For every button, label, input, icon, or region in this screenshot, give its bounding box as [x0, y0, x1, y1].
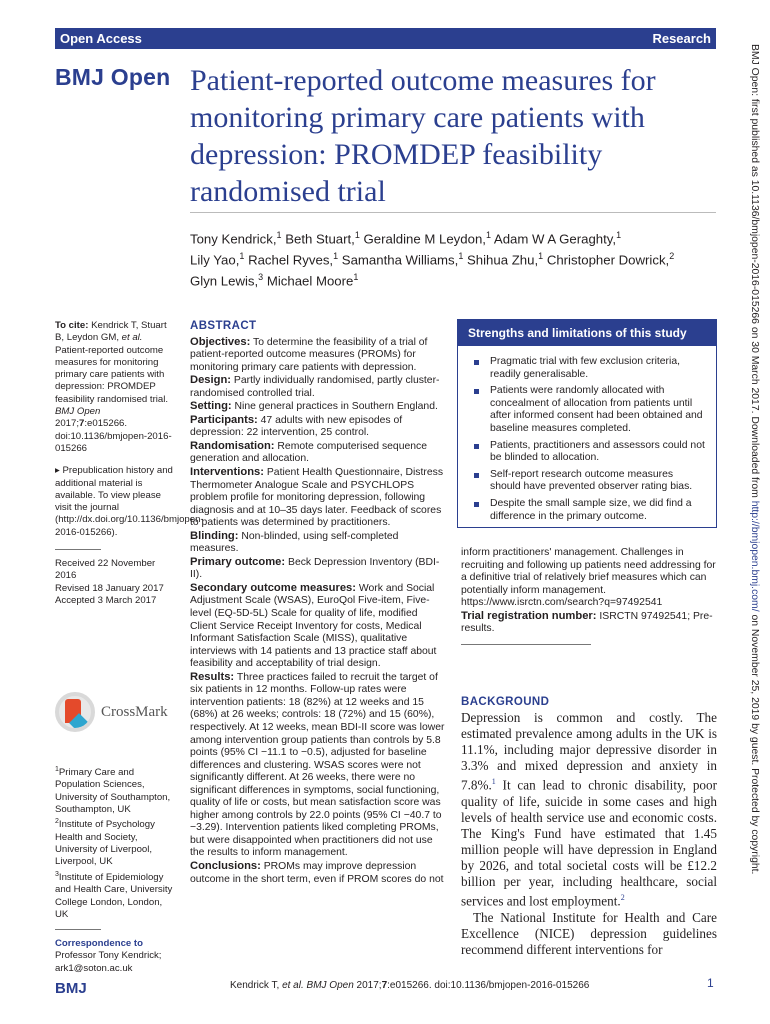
abstract-section-label: Participants:	[190, 413, 258, 426]
vertical-copyright-strip: BMJ Open: first published as 10.1136/bmjopen-2016-015266 on 30 March 2017. Downloaded from http://bmjopen.bmj.com/ on November 25, 2019 by guest. Protected by copyright.	[749, 44, 760, 875]
abstract-section	[190, 336, 445, 375]
abstract-section-label: Results:	[190, 670, 235, 683]
background-body: Depression is common and costly. The estimated prevalence among adults in the UK is 11.1%, including major depressive disorder in 3.3% and mixed depression and anxiety in 7.8%.$^1$ It can lead to chronic disability, poor quality of life, suicide in some cases and high levels of health service use and economic costs. The King's Fund have estimated that 1.45 million people will have depression in England by 2026, and total societal costs will be £12.2 billion per year, including healthcare, social services and lost employment.$^2$ The National Institute for Health and Care Excellence (NICE) depression guidelines recommend different interventions for	[461, 710, 717, 958]
abstract-section	[190, 374, 445, 400]
affiliation-1: $^1$Primary Care and Population Sciences, University of Southampton, Southampton, UK	[55, 766, 171, 816]
prepublication-note[interactable]: ▸ Prepublication history and additional material is available. To view please visit the journal (http://dx.doi.org/10.1136/bmjopen-2016-015266).	[55, 465, 204, 538]
abstract-section	[190, 530, 445, 556]
abstract-section	[190, 400, 445, 414]
abstract-section-label: Interventions:	[190, 466, 264, 479]
crossmark-badge[interactable]: CrossMark	[55, 688, 173, 736]
author-name: Michael Moore	[266, 273, 354, 289]
correspondence-heading: Correspondence to	[55, 938, 143, 950]
abstract-section-label: Primary outcome:	[190, 555, 286, 568]
abstract-section-label: Randomisation:	[190, 439, 275, 452]
author-affiliation-mark: 1	[333, 250, 339, 261]
abstract-section-text: Patient Health Questionnaire, Distress Thermometer Analogue Scale and PSYCHLOPS problem profile for monitoring depression, following diagnosis and at 10–35 days later. Feedback of scores to patients was determined by practitioners.	[190, 467, 444, 529]
title-divider	[190, 212, 716, 213]
author-affiliation-mark: 1	[239, 250, 245, 261]
abstract-section-label: Design:	[190, 374, 232, 387]
top-banner	[55, 28, 716, 49]
divider	[55, 929, 101, 930]
abstract-section	[190, 671, 445, 860]
author-name: Rachel Ryves,	[248, 252, 334, 268]
author-name: Lily Yao,	[190, 252, 240, 268]
citation-block: To cite: Kendrick T, Stuart B, Leydon GM, et al. Patient-reported outcome measures for monitoring primary care patients with depression: PROMDEP feasibility randomised trial. BMJ Open 2017;7:e015266. doi:10.1136/bmjopen-2016-015266	[55, 320, 172, 454]
abstract	[190, 320, 445, 886]
abstract-heading: ABSTRACT	[190, 320, 257, 332]
strength-item: Patients were randomly allocated with concealment of allocation from patients until after informed consent had been obtained and baseline measures completed.	[468, 385, 706, 435]
article-history: Received 22 November 2016 Revised 18 January 2017 Accepted 3 March 2017	[55, 558, 164, 606]
abstract-section	[190, 414, 445, 440]
abstract-section-label: Setting:	[190, 400, 232, 413]
author-affiliation-mark: 1	[458, 250, 464, 261]
author-name: Christopher Dowrick,	[546, 252, 670, 268]
abstract-section-label: Objectives:	[190, 335, 251, 348]
author-affiliation-mark: 1	[354, 230, 360, 240]
strengths-box	[457, 319, 717, 528]
footer-citation: Kendrick T, et al. BMJ Open 2017;7:e015266. doi:10.1136/bmjopen-2016-015266	[230, 980, 590, 991]
reference-link[interactable]: 1	[491, 777, 496, 787]
author-affiliation-mark: 1	[616, 230, 622, 240]
divider	[55, 549, 101, 550]
strength-item: Patients, practitioners and assessors could not be blinded to allocation.	[468, 440, 706, 465]
abstract-section	[190, 466, 445, 530]
abstract-section-label: Blinding:	[190, 529, 239, 542]
abstract-section-text: Three practices failed to recruit the target of six patients in 12 months. Follow-up rates were intervention patients: 18 (82%) at 12 weeks and 15 (68%) at 26 weeks; controls: 18 (72%) and 15 (60%), respectively. At 12 weeks, mean BDI-II score was lower among intervention group patients than controls by 5.8 points (95% CI −11.1 to −0.5), adjusted for baseline differences and clustering. WSAS scores were not significantly different. At 26 weeks, there were no significant differences in symptoms, social functioning, quality of life or costs, but mean satisfaction score was higher among controls by 22.0 points (95% CI −40.7 to −3.29). Intervention patients liked completing PROMs, but were disappointed when practitioners did not use the results to inform management.	[190, 671, 445, 859]
divider	[461, 644, 591, 645]
abstract-section-label: Conclusions:	[190, 859, 261, 872]
abstract-section-text: Partly individually randomised, partly cluster-randomised controlled trial.	[190, 375, 440, 399]
article-title: Patient-reported outcome measures for monitoring primary care patients with depression: PROMDEP feasibility randomised trial	[190, 64, 656, 208]
strength-item: Pragmatic trial with few exclusion criteria, readily generalisable.	[468, 356, 706, 381]
citation-sidebar	[55, 320, 204, 607]
author-affiliation-mark: 1	[276, 230, 282, 240]
author-name: Geraldine M Leydon,	[363, 231, 486, 247]
journal-logo: BMJ Open	[55, 64, 171, 90]
abstract-section-text: To determine the feasibility of a trial of patient-reported outcome measures (PROMs) for monitoring primary care patients with depression.	[190, 336, 428, 373]
author-affiliation-mark: 1	[538, 250, 544, 261]
affiliation-3: $^3$Institute of Epidemiology and Health Care, University College London, London, UK	[55, 870, 173, 920]
correspondence-text[interactable]: Professor Tony Kendrick; ark1@soton.ac.uk	[55, 950, 162, 974]
site-link[interactable]: http://bmjopen.bmj.com/	[749, 500, 760, 612]
abstract-section-text: 47 adults with new episodes of depression: 22 intervention, 25 control.	[190, 414, 403, 439]
abstract-body	[190, 336, 445, 887]
background-heading: BACKGROUND	[461, 696, 550, 708]
author-name: Tony Kendrick,	[190, 231, 277, 247]
trial-label: Trial registration number:	[461, 609, 597, 622]
author-affiliation-mark: 3	[258, 271, 264, 282]
background-section	[461, 696, 717, 958]
author-name: Shihua Zhu,	[467, 252, 539, 268]
abstract-section	[190, 860, 445, 886]
abstract-section-text: Work and Social Adjustment Scale (WSAS), EuroQol Five-item, Five-level (EQ-5D-5L) Scale for quality of life, modified Client Service Receipt Inventory for costs, Medical Informant Satisfaction Scale (MISS), qualitative interviews with 14 patients and 13 practice staff about feasibility and acceptability of trial design.	[190, 582, 437, 670]
author-name: Adam W A Geraghty,	[493, 231, 617, 247]
strengths-list	[458, 346, 716, 523]
footer-logo: BMJ	[55, 980, 87, 997]
abstract-section-text: PROMs may improve depression outcome in the short term, even if PROM scores do not	[190, 860, 444, 885]
section-label: Research	[652, 31, 711, 46]
reference-link[interactable]: 2	[620, 893, 625, 903]
author-affiliation-mark: 2	[669, 250, 675, 261]
strengths-heading: Strengths and limitations of this study	[458, 320, 716, 346]
affiliation-2: $^2$Institute of Psychology Health and Society, University of Liverpool, Liverpool, UK	[55, 818, 155, 868]
open-access-label: Open Access	[60, 31, 142, 46]
author-affiliation-mark: 1	[353, 271, 359, 282]
continuation-text: inform practitioners' management. Challenges in recruiting and following up patients need addressing for a definitive trial of relatively brief measures which can potentially inform management. https://www.isrctn.com/search?q=97492541	[461, 547, 716, 609]
abstract-section-text: Remote computerised sequence generation and allocation.	[190, 440, 428, 465]
trial-text: ISRCTN 97492541; Pre-results.	[461, 610, 713, 635]
author-name: Glyn Lewis,	[190, 273, 259, 289]
affiliations	[55, 764, 177, 975]
abstract-section	[190, 556, 445, 582]
crossmark-icon	[55, 692, 95, 732]
abstract-continuation	[461, 547, 717, 645]
author-name: Beth Stuart,	[285, 231, 355, 247]
abstract-section	[190, 440, 445, 466]
abstract-section-label: Secondary outcome measures:	[190, 581, 357, 594]
author-name: Samantha Williams,	[341, 252, 459, 268]
abstract-section-text: Non-blinded, using self-completed measures.	[190, 530, 399, 555]
abstract-section	[190, 582, 445, 671]
strength-item: Self-report research outcome measures should have prevented observer rating bias.	[468, 469, 706, 494]
abstract-section-text: Nine general practices in Southern England.	[234, 401, 438, 413]
page-number: 1	[707, 976, 714, 990]
abstract-section-text: Beck Depression Inventory (BDI-II).	[190, 556, 440, 581]
strength-item: Despite the small sample size, we did find a difference in the primary outcome.	[468, 498, 706, 523]
author-list	[190, 227, 720, 290]
author-affiliation-mark: 1	[485, 230, 491, 240]
